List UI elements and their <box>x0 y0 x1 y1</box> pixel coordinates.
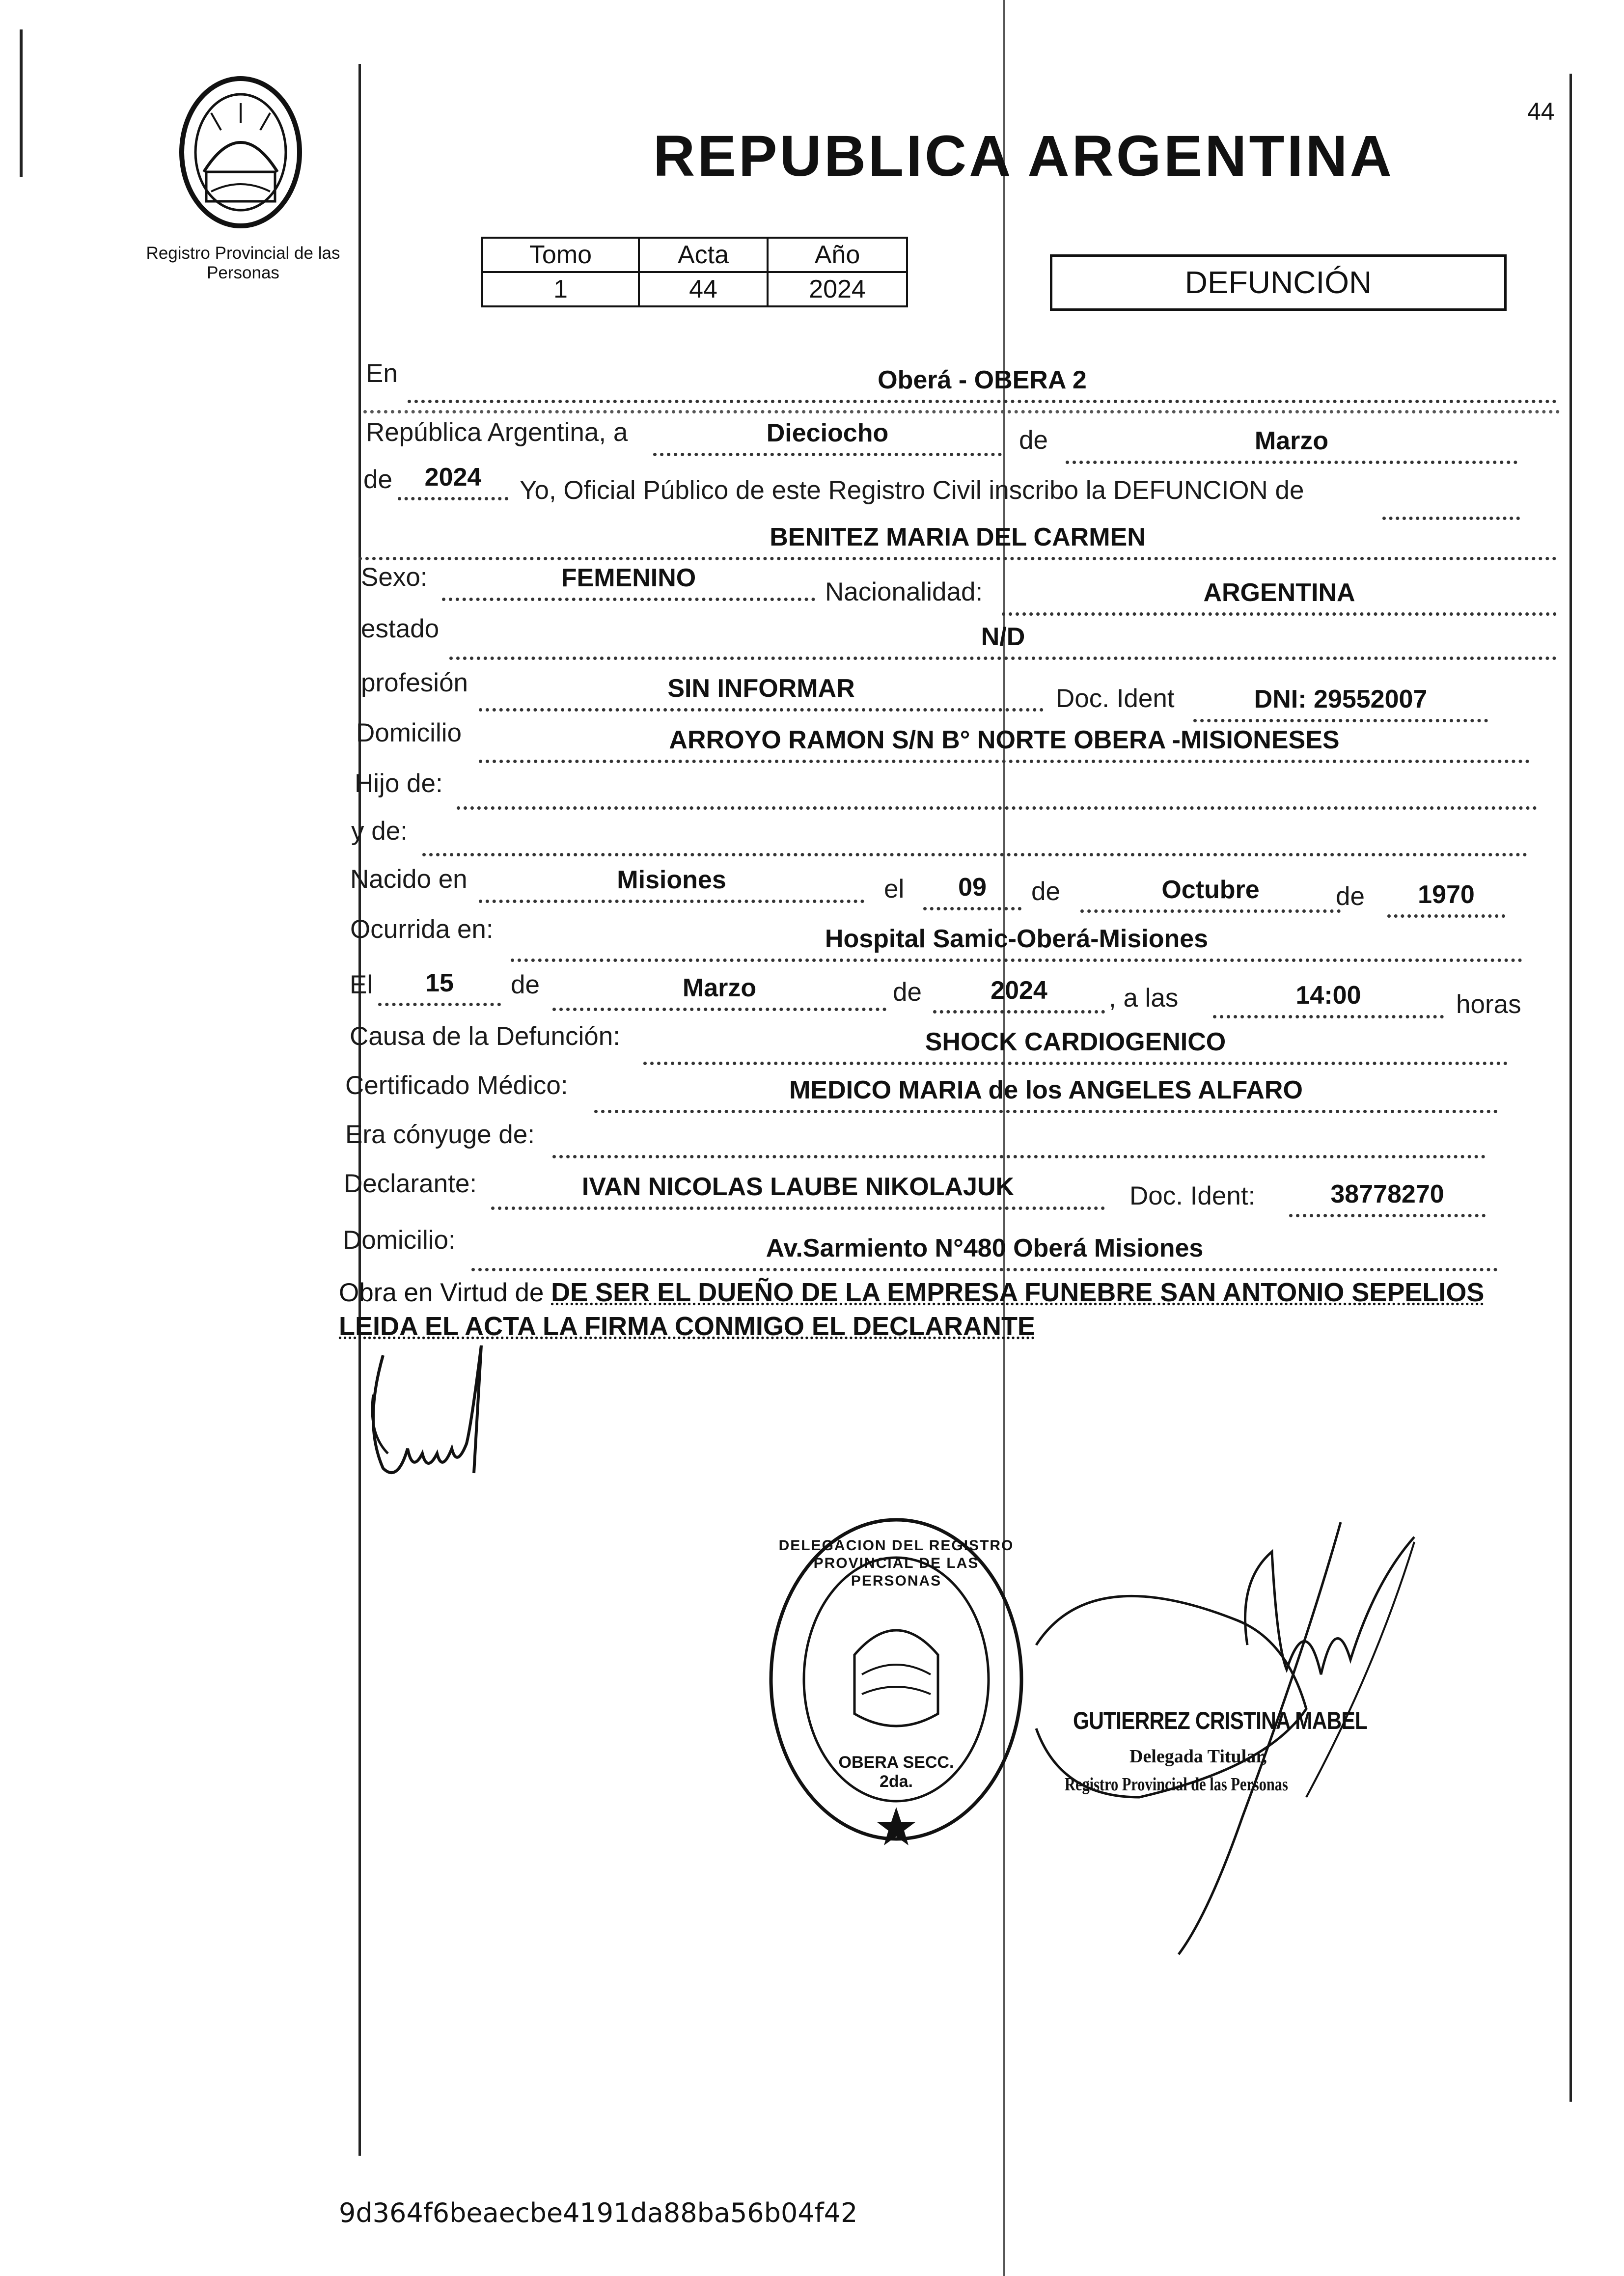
de-label-3: de <box>1031 877 1060 906</box>
document-type-box: DEFUNCIÓN <box>1050 254 1507 311</box>
decl-doc-label: Doc. Ident: <box>1129 1181 1256 1210</box>
nacionalidad-value: ARGENTINA <box>1002 577 1557 616</box>
year-value: 2024 <box>398 462 508 500</box>
en-continuation-rule <box>363 410 1560 413</box>
profesion-value: SIN INFORMAR <box>479 673 1044 712</box>
left-border-line <box>20 29 23 177</box>
month-value: Marzo <box>1066 425 1517 464</box>
death-month: Marzo <box>552 972 886 1011</box>
sexo-value: FEMENINO <box>442 562 815 601</box>
official-signature <box>1031 1522 1498 1964</box>
hijo-value <box>457 771 1537 810</box>
province-seal-logo <box>169 74 312 231</box>
doc-ident-value: DNI: 29552007 <box>1193 684 1488 722</box>
death-day: 15 <box>378 967 501 1006</box>
official-role: Delegada Titular, <box>1129 1746 1267 1767</box>
obra-label: Obra en Virtud de <box>339 1278 544 1307</box>
document-hash: 9d364f6beaecbe4191da88ba56b04f42 <box>339 2197 858 2228</box>
birth-day: 09 <box>923 872 1021 910</box>
nacido-label: Nacido en <box>350 865 468 894</box>
conyuge-label: Era cónyuge de: <box>345 1120 535 1149</box>
yde-label: y de: <box>351 817 408 846</box>
declarante-label: Declarante: <box>344 1169 477 1198</box>
en-value: Oberá - OBERA 2 <box>408 364 1557 403</box>
table-value-tomo: 1 <box>482 272 639 306</box>
ocurrida-value: Hospital Samic-Oberá-Misiones <box>511 923 1522 962</box>
certificado-label: Certificado Médico: <box>345 1071 568 1100</box>
stamp-inner-text: OBERA SECC. 2da. <box>838 1753 954 1791</box>
de-label-6: de <box>893 978 922 1007</box>
obra-value: DE SER EL DUEÑO DE LA EMPRESA FUNEBRE SAN ANTONIO SEPELIOS LEIDA EL ACTA LA FIRMA CONMIGO EL DECLARANTE <box>339 1278 1485 1341</box>
en-label: En <box>366 359 398 388</box>
death-year: 2024 <box>933 975 1105 1014</box>
official-name: GUTIERREZ CRISTINA MABEL <box>1073 1707 1367 1734</box>
yde-value <box>422 818 1527 856</box>
document-title: REPUBLICA ARGENTINA <box>653 124 1394 189</box>
declarant-signature <box>354 1336 511 1493</box>
obra-paragraph <box>339 1276 1537 1344</box>
birth-month: Octubre <box>1080 874 1341 913</box>
table-header-ano: Año <box>768 238 907 272</box>
profesion-label: profesión <box>361 668 468 697</box>
deceased-name: BENITEZ MARIA DEL CARMEN <box>358 521 1557 560</box>
de-label-1: de <box>1019 426 1048 455</box>
official-office: Registro Provincial de las Personas <box>1065 1774 1288 1795</box>
table-value-acta: 44 <box>639 272 768 306</box>
doc-ident-label: Doc. Ident <box>1056 684 1175 713</box>
conyuge-value <box>552 1120 1486 1158</box>
death-time: 14:00 <box>1213 980 1444 1018</box>
certificado-value: MEDICO MARIA de los ANGELES ALFARO <box>594 1074 1498 1113</box>
de-label-4: de <box>1336 882 1365 911</box>
nacido-value: Misiones <box>479 864 864 903</box>
table-header-tomo: Tomo <box>482 238 639 272</box>
causa-label: Causa de la Defunción: <box>350 1022 620 1051</box>
estado-value: N/D <box>449 621 1557 660</box>
oficial-text: Yo, Oficial Público de este Registro Civil inscribo la DEFUNCION de <box>520 476 1304 505</box>
domicilio2-label: Domicilio: <box>343 1226 456 1255</box>
form-left-margin-line <box>358 64 361 2156</box>
republica-label: República Argentina, a <box>366 418 628 447</box>
de-label-2: de <box>363 465 392 494</box>
domicilio-value: ARROYO RAMON S/N B° NORTE OBERA -MISIONESES <box>479 724 1530 763</box>
registry-caption: Registro Provincial de las Personas <box>146 244 340 282</box>
a-las-label: , a las <box>1109 984 1179 1013</box>
domicilio-label: Domicilio <box>356 718 462 747</box>
day-value: Dieciocho <box>653 417 1002 456</box>
declarante-value: IVAN NICOLAS LAUBE NIKOLAJUK <box>491 1171 1105 1210</box>
el-label: el <box>884 875 905 904</box>
stamp-ring-text: DELEGACION DEL REGISTRO PROVINCIAL DE LAS PERSONAS <box>778 1537 1014 1589</box>
el2-label: El <box>350 970 373 999</box>
record-table <box>481 237 908 307</box>
estado-label: estado <box>361 614 440 643</box>
causa-value: SHOCK CARDIOGENICO <box>643 1026 1508 1065</box>
birth-year: 1970 <box>1387 879 1505 918</box>
hijo-label: Hijo de: <box>355 769 443 798</box>
horas-label: horas <box>1456 990 1521 1019</box>
ocurrida-label: Ocurrida en: <box>350 915 494 944</box>
sexo-label: Sexo: <box>361 563 428 592</box>
right-border-line <box>1569 74 1572 2102</box>
official-stamp <box>764 1508 1029 1851</box>
decl-doc-value: 38778270 <box>1289 1179 1486 1217</box>
domicilio2-value: Av.Sarmiento N°480 Oberá Misiones <box>471 1233 1498 1271</box>
oficial-trailing-fill <box>1382 481 1520 520</box>
de-label-5: de <box>511 970 540 999</box>
nacionalidad-label: Nacionalidad: <box>825 577 983 606</box>
table-value-ano: 2024 <box>768 272 907 306</box>
page-number: 44 <box>1527 98 1555 125</box>
table-header-acta: Acta <box>639 238 768 272</box>
